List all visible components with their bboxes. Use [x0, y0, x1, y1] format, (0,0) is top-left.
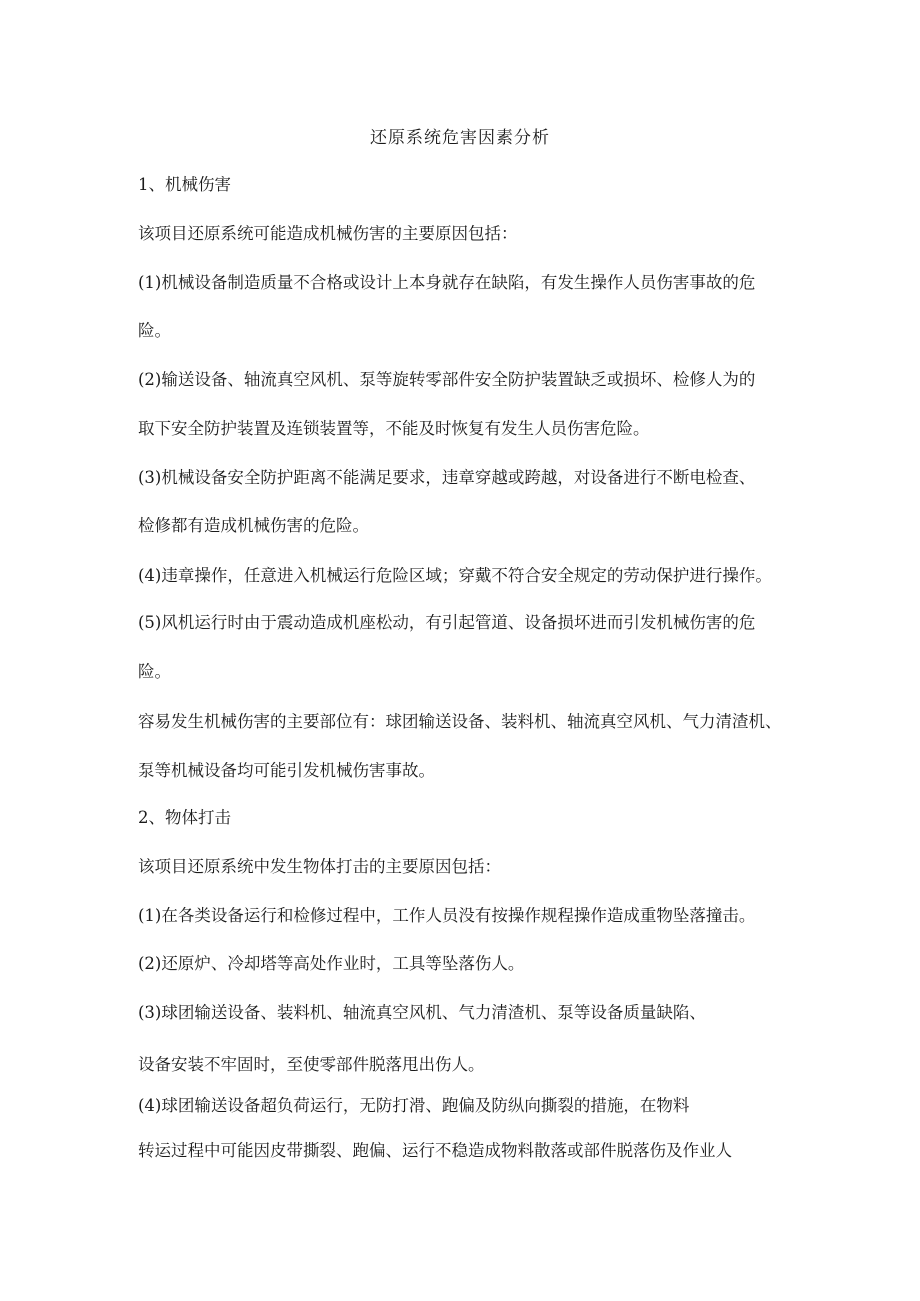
- paragraph-intro-mechanical: 该项目还原系统可能造成机械伤害的主要原因包括：: [138, 224, 518, 243]
- paragraph-line: (4)球团输送设备超负荷运行，无防打滑、跑偏及防纵向撕裂的措施，在物料: [138, 1096, 690, 1115]
- document-title: 还原系统危害因素分析: [370, 128, 550, 148]
- section-heading-object-strike: 2、物体打击: [138, 808, 231, 827]
- paragraph-line: 设备安装不牢固时，至使零部件脱落甩出伤人。: [138, 1055, 485, 1074]
- paragraph-line: 泵等机械设备均可能引发机械伤害事故。: [138, 761, 435, 780]
- paragraph-line: (3)机械设备安全防护距离不能满足要求，违章穿越或跨越，对设备进行不断电检查、: [138, 468, 756, 487]
- paragraph-line: (3)球团输送设备、装料机、轴流真空风机、气力清渣机、泵等设备质量缺陷、: [138, 1003, 706, 1022]
- paragraph-line: (5)风机运行时由于震动造成机座松动，有引起管道、设备损坏进而引发机械伤害的危: [138, 613, 756, 632]
- paragraph-line: 取下安全防护装置及连锁装置等，不能及时恢复有发生人员伤害危险。: [138, 419, 650, 438]
- paragraph-line: 险。: [138, 321, 171, 340]
- paragraph-line: 险。: [138, 662, 171, 681]
- paragraph-line: 检修都有造成机械伤害的危险。: [138, 516, 369, 535]
- section-heading-mechanical-injury: 1、机械伤害: [138, 175, 231, 194]
- paragraph-line: (4)违章操作，任意进入机械运行危险区域；穿戴不符合安全规定的劳动保护进行操作。: [138, 566, 772, 585]
- paragraph-line: (2)还原炉、冷却塔等高处作业时，工具等坠落伤人。: [138, 954, 525, 973]
- paragraph-line: (1)机械设备制造质量不合格或设计上本身就存在缺陷，有发生操作人员伤害事故的危: [138, 273, 756, 292]
- paragraph-line: 转运过程中可能因皮带撕裂、跑偏、运行不稳造成物料散落或部件脱落伤及作业人: [138, 1141, 732, 1160]
- paragraph-line: (1)在各类设备运行和检修过程中，工作人员没有按操作规程操作造成重物坠落撞击。: [138, 906, 756, 925]
- paragraph-line: 容易发生机械伤害的主要部位有：球团输送设备、装料机、轴流真空风机、气力清渣机、: [138, 712, 782, 731]
- paragraph-line: (2)输送设备、轴流真空风机、泵等旋转零部件安全防护装置缺乏或损坏、检修人为的: [138, 370, 756, 389]
- paragraph-intro-object-strike: 该项目还原系统中发生物体打击的主要原因包括：: [138, 857, 501, 876]
